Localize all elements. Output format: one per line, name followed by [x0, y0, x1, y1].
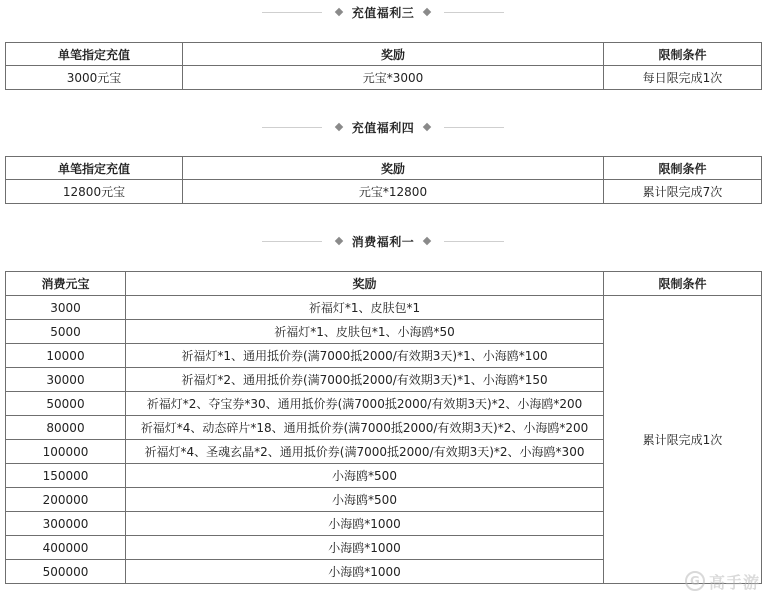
divider-line: [444, 127, 504, 128]
divider-line: [262, 12, 322, 13]
divider-line: [262, 241, 322, 242]
reward-cell: 祈福灯*4、圣魂玄晶*2、通用抵价券(满7000抵2000/有效期3天)*2、小海鸥*300: [126, 440, 604, 464]
reward-cell: 祈福灯*1、皮肤包*1: [126, 296, 604, 320]
section-title-consume-1: [0, 230, 766, 252]
table-row: [6, 66, 762, 90]
consume-amount-cell: 30000: [6, 368, 126, 392]
consume-amount-cell: 100000: [6, 440, 126, 464]
section-title-recharge-3: [0, 1, 766, 23]
column-header: 消费元宝: [6, 272, 126, 296]
consume-1-table: [5, 271, 762, 584]
consume-amount-cell: 150000: [6, 464, 126, 488]
consume-amount-cell: 500000: [6, 560, 126, 584]
consume-amount-cell: 400000: [6, 536, 126, 560]
reward-cell: 元宝*3000: [183, 66, 604, 90]
section-title-recharge-4: [0, 116, 766, 138]
diamond-icon: [423, 123, 431, 131]
section-title-text: 消费福利一: [351, 234, 415, 249]
consume-amount-cell: 200000: [6, 488, 126, 512]
divider-line: [444, 241, 504, 242]
reward-cell: 祈福灯*2、夺宝券*30、通用抵价券(满7000抵2000/有效期3天)*2、小海鸥*200: [126, 392, 604, 416]
watermark: [685, 570, 760, 592]
column-header: 奖励: [183, 43, 604, 66]
diamond-icon: [423, 8, 431, 16]
column-header: 限制条件: [604, 157, 762, 180]
table-row: [6, 180, 762, 204]
consume-amount-cell: 80000: [6, 416, 126, 440]
column-header: 单笔指定充值: [6, 43, 183, 66]
reward-cell: 祈福灯*2、通用抵价券(满7000抵2000/有效期3天)*1、小海鸥*150: [126, 368, 604, 392]
column-header: 限制条件: [604, 272, 762, 296]
recharge-4-table: [5, 156, 762, 204]
reward-cell: 小海鸥*500: [126, 464, 604, 488]
diamond-icon: [334, 237, 342, 245]
consume-amount-cell: 5000: [6, 320, 126, 344]
limit-cell: 累计限完成7次: [604, 180, 762, 204]
recharge-amount-cell: 3000元宝: [6, 66, 183, 90]
diamond-icon: [423, 237, 431, 245]
consume-amount-cell: 3000: [6, 296, 126, 320]
recharge-3-table: [5, 42, 762, 90]
reward-cell: 小海鸥*500: [126, 488, 604, 512]
reward-cell: 小海鸥*1000: [126, 512, 604, 536]
column-header: 奖励: [183, 157, 604, 180]
divider-line: [262, 127, 322, 128]
column-header: 奖励: [126, 272, 604, 296]
reward-cell: 祈福灯*1、皮肤包*1、小海鸥*50: [126, 320, 604, 344]
section-title-text: 充值福利四: [351, 120, 415, 135]
section-title-text: 充值福利三: [351, 5, 415, 20]
consume-amount-cell: 50000: [6, 392, 126, 416]
reward-cell: 小海鸥*1000: [126, 536, 604, 560]
diamond-icon: [334, 123, 342, 131]
table-header-row: [6, 157, 762, 180]
limit-cell: 累计限完成1次: [604, 296, 762, 584]
watermark-text: 高手游: [708, 572, 760, 592]
table-header-row: [6, 272, 762, 296]
divider-line: [444, 12, 504, 13]
limit-cell: 每日限完成1次: [604, 66, 762, 90]
column-header: 限制条件: [604, 43, 762, 66]
reward-cell: 元宝*12800: [183, 180, 604, 204]
column-header: 单笔指定充值: [6, 157, 183, 180]
consume-amount-cell: 10000: [6, 344, 126, 368]
reward-cell: 小海鸥*1000: [126, 560, 604, 584]
table-row: [6, 296, 762, 320]
diamond-icon: [334, 8, 342, 16]
table-header-row: [6, 43, 762, 66]
reward-cell: 祈福灯*1、通用抵价券(满7000抵2000/有效期3天)*1、小海鸥*100: [126, 344, 604, 368]
recharge-amount-cell: 12800元宝: [6, 180, 183, 204]
reward-cell: 祈福灯*4、动态碎片*18、通用抵价券(满7000抵2000/有效期3天)*2、小海鸥*200: [126, 416, 604, 440]
consume-amount-cell: 300000: [6, 512, 126, 536]
watermark-logo-icon: G: [685, 571, 705, 591]
